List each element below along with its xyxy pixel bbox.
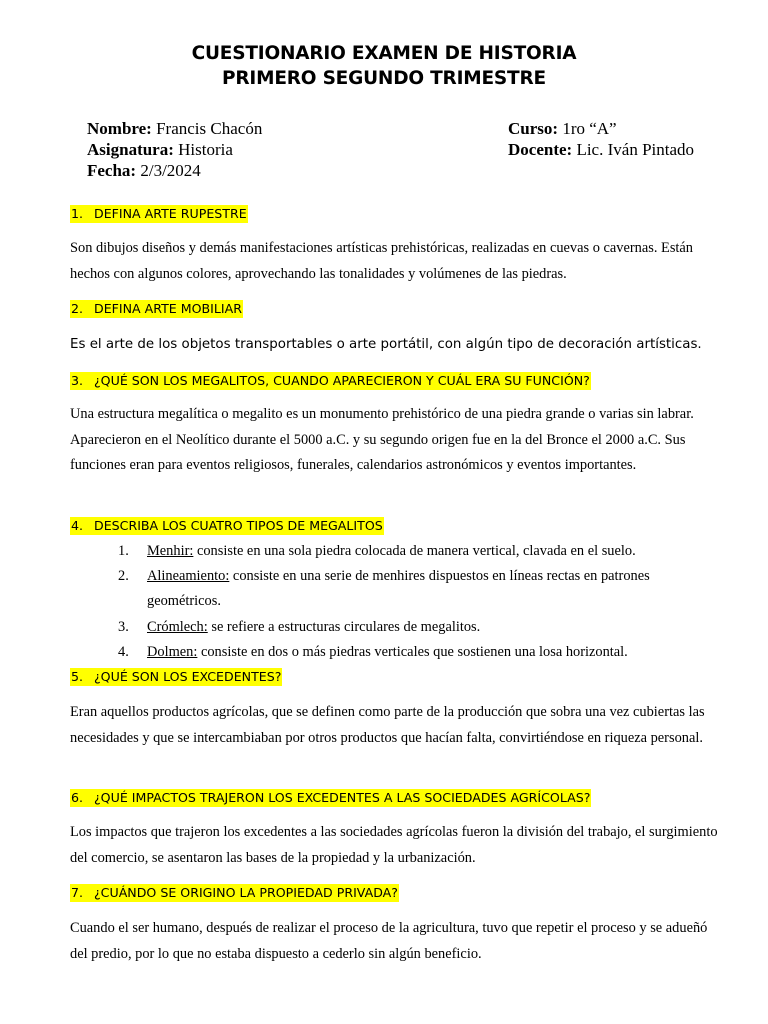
answer-paragraph: Eran aquellos productos agrícolas, que se definen como parte de la producción que sobra una vez cubiertas las necesidades y que se intercambiaban por otros productos que hacían falta, convirtiéndose en riqueza personal.	[70, 704, 705, 746]
question-heading	[70, 517, 384, 535]
list-item-number: 1.	[118, 543, 129, 559]
list-item-description: consiste en dos o más piedras verticales que sostienen una losa horizontal.	[197, 643, 628, 660]
fecha-label: Fecha:	[87, 161, 137, 180]
answer-paragraph: Son dibujos diseños y demás manifestaciones artísticas prehistóricas, realizadas en cuevas o cavernas. Están hechos con algunos colores, aprovechando las tonalidades y volúmenes de las piedras.	[70, 240, 693, 282]
curso-label: Curso:	[508, 119, 559, 138]
list-item	[118, 539, 718, 564]
fecha-row	[87, 161, 201, 181]
answer-paragraph: Una estructura megalítica o megalito es un monumento prehistórico de una piedra grande o varias sin labrar. Aparecieron en el Neolítico durante el 5000 a.C. y su segundo origen fue en la del Bronce el 2000 a.C. Sus funciones eran para eventos religiosos, funerales, calendarios astronómicos y eventos importantes.	[70, 406, 694, 473]
list-item	[118, 615, 718, 640]
curso-value: 1ro “A”	[562, 119, 617, 138]
list-item-term: Dolmen:	[147, 643, 198, 660]
question-heading	[70, 300, 243, 318]
list-item-number: 2.	[118, 568, 129, 585]
asignatura-label: Asignatura:	[87, 140, 174, 159]
question-text: DESCRIBA LOS CUATRO TIPOS DE MEGALITOS	[94, 518, 383, 533]
list-item-term: Menhir:	[147, 543, 194, 559]
question-heading	[70, 372, 591, 390]
list-item-term: Alineamiento:	[147, 568, 230, 585]
question-text: ¿CUÁNDO SE ORIGINO LA PROPIEDAD PRIVADA?	[94, 885, 398, 900]
question-heading	[70, 789, 591, 807]
question-heading	[70, 205, 248, 223]
fecha-value: 2/3/2024	[140, 161, 201, 180]
megalith-types-list	[118, 539, 718, 665]
nombre-value: Francis Chacón	[156, 119, 263, 138]
question-text: DEFINA ARTE RUPESTRE	[94, 206, 247, 221]
curso-row	[508, 119, 617, 139]
question-number: 7.	[71, 885, 84, 900]
asignatura-value: Historia	[178, 140, 233, 159]
list-item	[118, 564, 718, 614]
list-item-number: 3.	[118, 618, 129, 635]
question-text: DEFINA ARTE MOBILIAR	[94, 301, 242, 316]
list-item-description: consiste en una serie de menhires dispuestos en líneas rectas en patrones geométricos.	[147, 568, 650, 610]
question-text: ¿QUÉ SON LOS EXCEDENTES?	[94, 669, 282, 684]
answer-paragraph: Cuando el ser humano, después de realizar el proceso de la agricultura, tuvo que repetir el proceso y se adueñó del predio, por lo que no estaba dispuesto a cederlo sin algún beneficio.	[70, 920, 708, 962]
document-title: CUESTIONARIO EXAMEN DE HISTORIA	[191, 43, 577, 64]
docente-row	[508, 140, 694, 160]
question-text: ¿QUÉ IMPACTOS TRAJERON LOS EXCEDENTES A LAS SOCIEDADES AGRÍCOLAS?	[94, 790, 591, 805]
asignatura-row	[87, 140, 233, 160]
question-number: 2.	[71, 301, 84, 316]
list-item-number: 4.	[118, 643, 129, 660]
answer-paragraph: Es el arte de los objetos transportables o arte portátil, con algún tipo de decoración artísticas.	[70, 337, 702, 352]
docente-label: Docente:	[508, 140, 573, 159]
question-number: 5.	[71, 669, 84, 684]
question-heading	[70, 668, 282, 686]
document-subtitle: PRIMERO SEGUNDO TRIMESTRE	[222, 68, 546, 89]
docente-value: Lic. Iván Pintado	[576, 140, 695, 159]
question-number: 4.	[71, 518, 84, 533]
question-number: 1.	[71, 206, 84, 221]
nombre-label: Nombre:	[87, 119, 152, 138]
question-heading	[70, 884, 399, 902]
question-number: 3.	[71, 373, 84, 388]
list-item-description: consiste en una sola piedra colocada de manera vertical, clavada en el suelo.	[193, 543, 636, 559]
nombre-row	[87, 119, 262, 139]
question-number: 6.	[71, 790, 84, 805]
list-item-term: Crómlech:	[147, 618, 208, 635]
question-text: ¿QUÉ SON LOS MEGALITOS, CUANDO APARECIERON Y CUÁL ERA SU FUNCIÓN?	[94, 373, 590, 388]
answer-paragraph: Los impactos que trajeron los excedentes a las sociedades agrícolas fueron la división del trabajo, el surgimiento del comercio, se asentaron las bases de la propiedad y la urbanización.	[70, 824, 718, 866]
list-item-description: se refiere a estructuras circulares de megalitos.	[207, 618, 481, 635]
list-item	[118, 640, 718, 665]
